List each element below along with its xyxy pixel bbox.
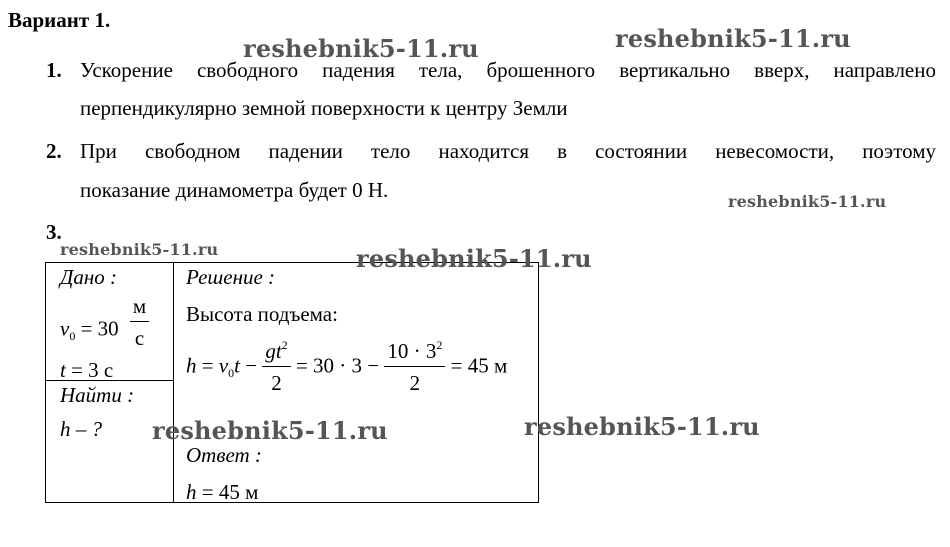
variant-title: Вариант 1. <box>8 8 111 32</box>
watermark: reshebnik5-11.ru <box>243 34 479 63</box>
item-3-number: 3. <box>46 220 62 244</box>
watermark: reshebnik5-11.ru <box>728 192 887 211</box>
fraction-gt2: $\frac{gt^2}{2}$ <box>262 341 290 394</box>
height-formula: $h = v_0t$ − $\frac{gt^2}{2}$ = 30 · 3 − $\frac{10 \cdot 3^2}{2}$ = 45 м <box>186 338 508 395</box>
watermark: reshebnik5-11.ru <box>524 412 760 441</box>
solution-cell <box>174 263 539 503</box>
answer-header: Ответ : <box>186 443 262 467</box>
watermark: reshebnik5-11.ru <box>60 240 219 259</box>
find-expression: h – ? <box>60 417 102 441</box>
answer-value: h = 45 м <box>186 480 259 504</box>
given-t: t = 3 с <box>60 358 114 382</box>
item-1-number: 1. <box>46 58 62 82</box>
item-1-line-1: Ускорение свободного падения тела, брошенного вертикально вверх, направлено <box>80 58 936 82</box>
given-header: Дано : <box>60 265 118 289</box>
item-1-line-2: перпендикулярно земной поверхности к центру Земли <box>80 96 568 120</box>
watermark: reshebnik5-11.ru <box>152 416 388 445</box>
find-header: Найти : <box>60 383 135 407</box>
given-v0: $v_0 = 30$ $\frac{м}{с}$ <box>60 304 149 357</box>
item-2-number: 2. <box>46 139 62 163</box>
watermark: reshebnik5-11.ru <box>356 244 592 273</box>
velocity-unit-fraction: $\frac{м}{с}$ <box>130 296 149 349</box>
fraction-numeric: $\frac{10 \cdot 3^2}{2}$ <box>384 341 445 394</box>
problem-table <box>45 262 539 503</box>
item-2-line-2: показание динамометра будет 0 Н. <box>80 178 389 202</box>
given-cell <box>46 263 174 381</box>
height-label: Высота подъема: <box>186 302 338 326</box>
item-2-line-1: При свободном падении тело находится в состоянии невесомости, поэтому <box>80 139 936 163</box>
solution-header: Решение : <box>186 265 276 289</box>
watermark: reshebnik5-11.ru <box>615 24 851 53</box>
